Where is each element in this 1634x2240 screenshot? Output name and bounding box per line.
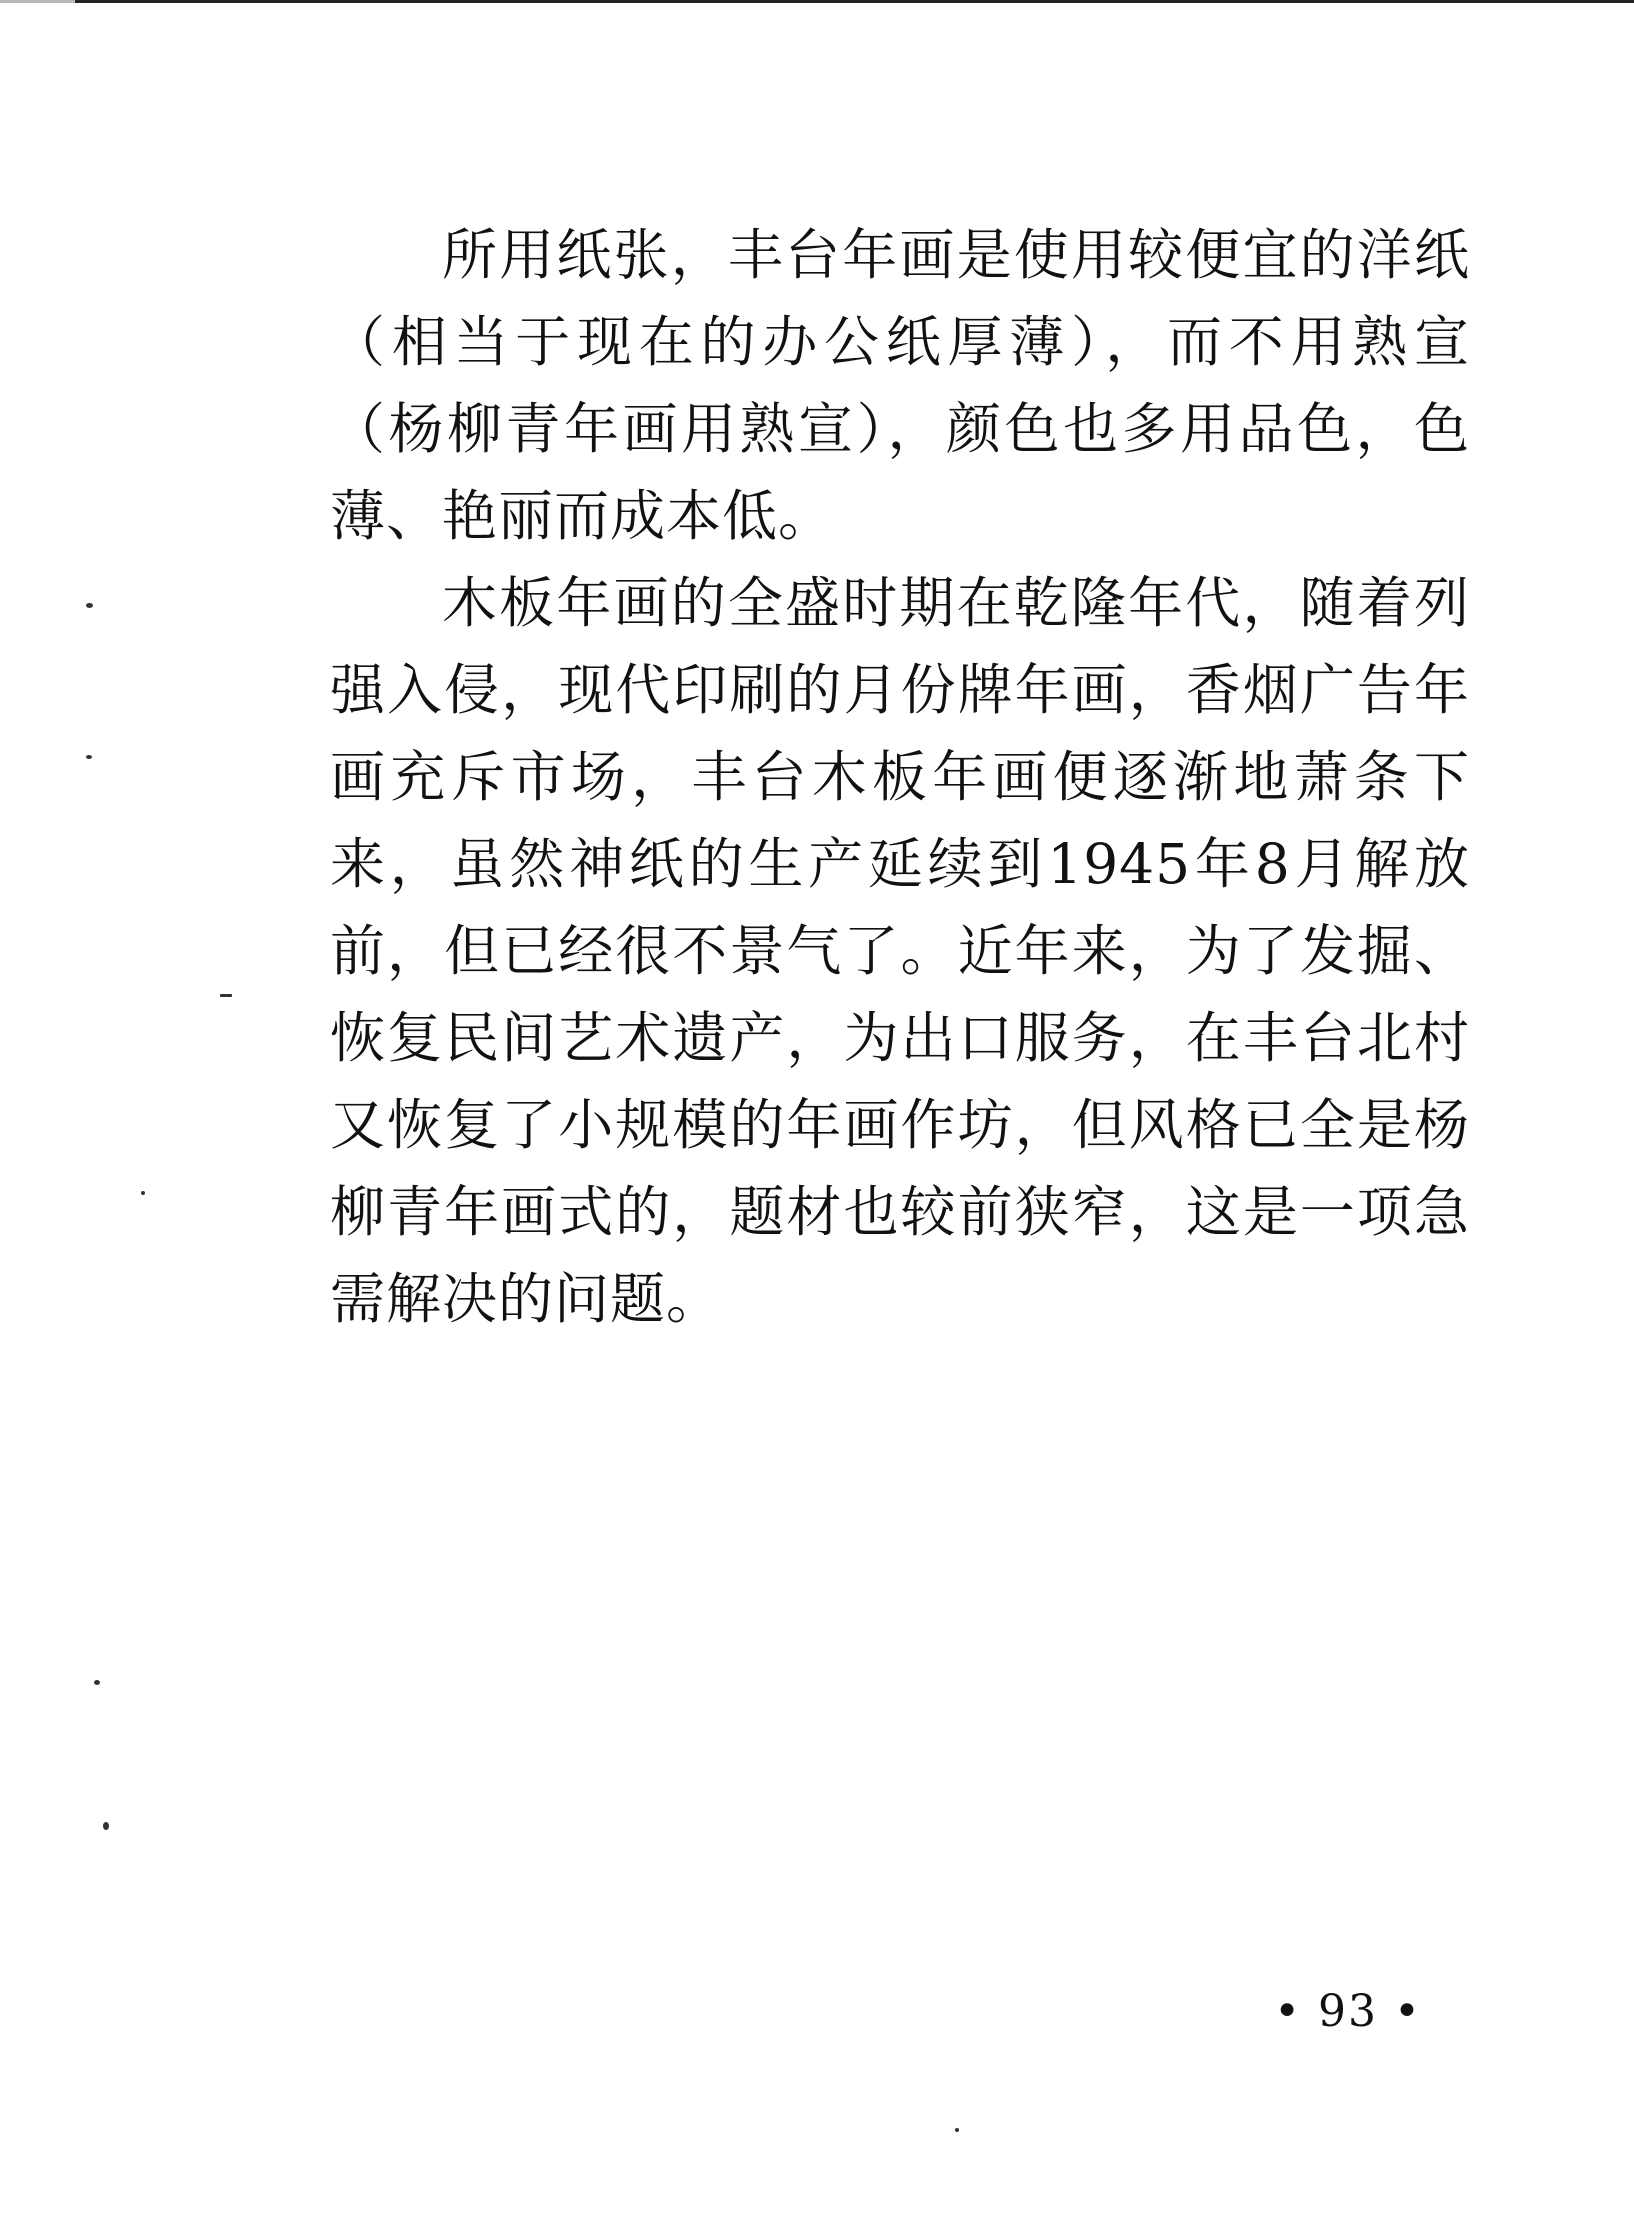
text-line: 又恢复了小规模的年画作坊，但风格已全是杨 — [330, 1093, 1470, 1157]
text-line: 前，但已经很不景气了。近年来，为了发掘、 — [330, 919, 1470, 983]
paragraph-2 — [330, 560, 1470, 1343]
text-line: 来，虽然神纸的生产延续到1945年8月解放 — [330, 832, 1470, 896]
scan-speck — [94, 1680, 100, 1685]
body-text — [330, 212, 1470, 1343]
text-line: （相当于现在的办公纸厚薄），而不用熟宣 — [330, 310, 1470, 374]
scan-top-edge — [0, 0, 1634, 3]
text-line: 木板年画的全盛时期在乾隆年代，随着列 — [442, 571, 1470, 635]
paragraph-1 — [330, 212, 1470, 560]
scan-speck — [955, 2128, 959, 2132]
scan-speck — [220, 994, 232, 997]
text-line: 需解决的问题。 — [330, 1267, 723, 1331]
text-line: （杨柳青年画用熟宣），颜色也多用品色，色 — [330, 397, 1470, 461]
scan-speck — [103, 1822, 109, 1830]
text-line: 画充斥市场，丰台木板年画便逐渐地萧条下 — [330, 745, 1470, 809]
scan-speck — [86, 755, 92, 759]
page-number: • 93 • — [1274, 1986, 1422, 2037]
scan-speck — [86, 603, 93, 608]
text-line: 柳青年画式的，题材也较前狭窄，这是一项急 — [330, 1180, 1470, 1244]
text-line: 恢复民间艺术遗产，为出口服务，在丰台北村 — [330, 1006, 1470, 1070]
scan-speck — [141, 1191, 145, 1195]
text-line: 薄、艳丽而成本低。 — [330, 484, 835, 548]
text-line: 强入侵，现代印刷的月份牌年画，香烟广告年 — [330, 658, 1470, 722]
text-line: 所用纸张，丰台年画是使用较便宜的洋纸 — [442, 223, 1470, 287]
scan-corner-mark — [0, 0, 75, 3]
